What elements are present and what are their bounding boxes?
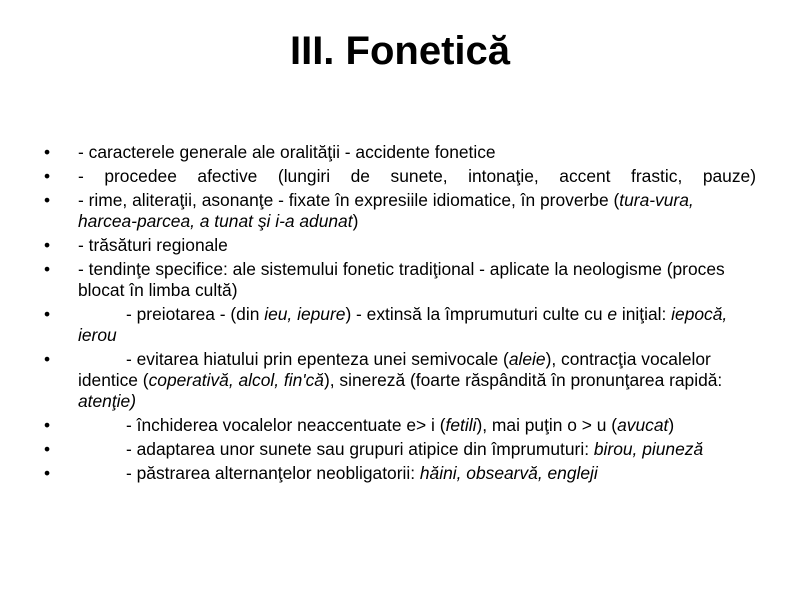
example-text: iepocă, ierou <box>78 304 728 345</box>
body-text: ), contracţia vocalelor identice ( <box>78 349 711 390</box>
example-text: tura-vura, harcea-parcea, a tunat şi i-a adunat <box>78 190 694 231</box>
bullet-item <box>44 142 756 163</box>
bullet-point-icon: • <box>44 349 51 369</box>
body-text: ) <box>352 211 359 231</box>
body-text: - păstrarea alternanţelor neobligatorii: <box>126 463 420 483</box>
bullet-item <box>44 349 756 412</box>
bullet-point-icon: • <box>44 142 51 162</box>
body-text: ), sinereză (foarte răspândită în pronunţarea rapidă: <box>323 370 723 390</box>
body-text: - caracterele generale ale oralităţii - accidente fonetice <box>78 142 496 162</box>
example-text: fetili <box>445 415 477 435</box>
slide-title: III. Fonetică <box>289 29 511 73</box>
bullet-point-icon: • <box>44 166 51 186</box>
body-text: - rime, aliteraţii, asonanţe - fixate în expresiile idiomatice, în proverbe ( <box>78 190 620 210</box>
body-text: ), mai puţin o > u ( <box>476 415 618 435</box>
example-text: birou, piuneză <box>593 439 704 459</box>
body-text: - preiotarea - (din <box>126 304 265 324</box>
bullet-item <box>44 190 756 232</box>
body-text: iniţial: <box>617 304 672 324</box>
body-text: - trăsături regionale <box>78 235 228 255</box>
bullet-list <box>44 142 756 487</box>
example-text: e <box>607 304 618 324</box>
example-text: coperativă, alcol, fin'că <box>148 370 324 390</box>
bullet-point-icon: • <box>44 439 51 459</box>
example-text: hăini, obsearvă, engleji <box>419 463 598 483</box>
example-text: avucat <box>617 415 669 435</box>
example-text: atenţie) <box>78 391 137 411</box>
bullet-point-icon: • <box>44 304 51 324</box>
bullet-item <box>44 166 756 187</box>
body-text: - procedee afective (lungiri de sunete, intonaţie, accent frastic, pauze) <box>78 166 756 186</box>
body-text: - tendinţe specifice: ale sistemului fonetic tradiţional - aplicate la neologisme (proces blocat în limba cultă) <box>78 259 725 300</box>
body-text: - închiderea vocalelor neaccentuate e> i ( <box>126 415 446 435</box>
example-text: aleie <box>508 349 546 369</box>
bullet-item <box>44 415 756 436</box>
bullet-point-icon: • <box>44 190 51 210</box>
bullet-item <box>44 304 756 346</box>
example-text: ieu, iepure <box>264 304 346 324</box>
bullet-item <box>44 259 756 301</box>
body-text: ) - extinsă la împrumuturi culte cu <box>345 304 608 324</box>
bullet-point-icon: • <box>44 259 51 279</box>
bullet-point-icon: • <box>44 235 51 255</box>
bullet-point-icon: • <box>44 463 51 483</box>
bullet-point-icon: • <box>44 415 51 435</box>
bullet-item <box>44 439 756 460</box>
body-text: - adaptarea unor sunete sau grupuri atipice din împrumuturi: <box>126 439 594 459</box>
bullet-item <box>44 235 756 256</box>
body-text: ) <box>668 415 675 435</box>
body-text: - evitarea hiatului prin epenteza unei semivocale ( <box>126 349 509 369</box>
bullet-item <box>44 463 756 484</box>
